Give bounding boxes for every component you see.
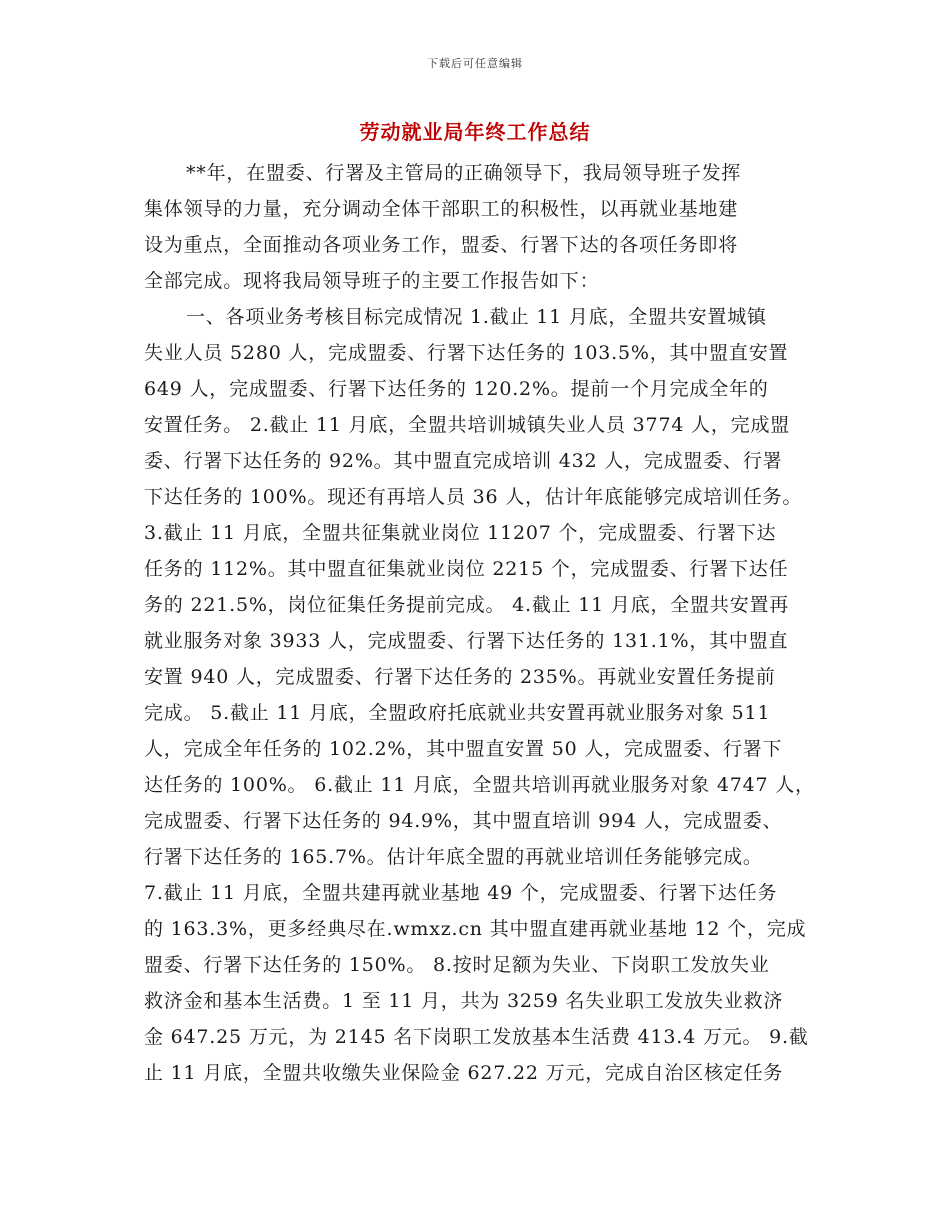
paragraph-line: 安置 940 人，完成盟委、行署下达任务的 235%。再就业安置任务提前 <box>144 666 776 688</box>
paragraph-line: 7.截止 11 月底，全盟共建再就业基地 49 个，完成盟委、行署下达任务 <box>144 882 778 904</box>
paragraph-line: 失业人员 5280 人，完成盟委、行署下达任务的 103.5%，其中盟直安置 <box>144 342 789 364</box>
paragraph-line: 委、行署下达任务的 92%。其中盟直完成培训 432 人，完成盟委、行署 <box>144 450 783 472</box>
document-title: 劳动就业局年终工作总结 <box>359 120 591 144</box>
paragraph-line: 一、各项业务考核目标完成情况 1.截止 11 月底，全盟共安置城镇 <box>186 306 767 328</box>
paragraph-line: 设为重点，全面推动各项业务工作，盟委、行署下达的各项任务即将 <box>144 234 739 256</box>
paragraph-line: 集体领导的力量，充分调动全体干部职工的积极性，以再就业基地建 <box>144 198 739 220</box>
paragraph-line: 完成盟委、行署下达任务的 94.9%，其中盟直培训 994 人，完成盟委、 <box>144 810 783 832</box>
paragraph-line: 全部完成。现将我局领导班子的主要工作报告如下： <box>144 270 600 292</box>
paragraph-line: 盟委、行署下达任务的 150%。 8.按时足额为失业、下岗职工发放失业 <box>144 954 770 976</box>
paragraph-line: 就业服务对象 3933 人，完成盟委、行署下达任务的 131.1%，其中盟直 <box>144 630 789 652</box>
paragraph-line: 下达任务的 100%。现还有再培人员 36 人，估计年底能够完成培训任务。 <box>144 486 803 508</box>
paragraph-line: 达任务的 100%。 6.截止 11 月底，全盟共培训再就业服务对象 4747 人， <box>144 774 815 796</box>
paragraph-line: 649 人，完成盟委、行署下达任务的 120.2%。提前一个月完成全年的 <box>144 378 769 400</box>
header-note: 下载后可任意编辑 <box>427 57 523 70</box>
paragraph-line: 完成。 5.截止 11 月底，全盟政府托底就业共安置再就业服务对象 511 <box>144 702 771 724</box>
paragraph-line: 行署下达任务的 165.7%。估计年底全盟的再就业培训任务能够完成。 <box>144 846 763 868</box>
paragraph-line: 务的 221.5%，岗位征集任务提前完成。 4.截止 11 月底，全盟共安置再 <box>144 594 790 616</box>
paragraph-line: 止 11 月底，全盟共收缴失业保险金 627.22 万元，完成自治区核定任务 <box>144 1062 784 1084</box>
paragraph-line: 3.截止 11 月底，全盟共征集就业岗位 11207 个，完成盟委、行署下达 <box>144 522 777 544</box>
paragraph-line: 安置任务。 2.截止 11 月底，全盟共培训城镇失业人员 3774 人，完成盟 <box>144 414 791 436</box>
paragraph-line: 金 647.25 万元，为 2145 名下岗职工发放基本生活费 413.4 万元。 9.截 <box>144 1026 809 1048</box>
paragraph-line: 人，完成全年任务的 102.2%，其中盟直安置 50 人，完成盟委、行署下 <box>144 738 783 760</box>
paragraph-line: **年，在盟委、行署及主管局的正确领导下，我局领导班子发挥 <box>186 162 742 184</box>
paragraph-line: 任务的 112%。其中盟直征集就业岗位 2215 个，完成盟委、行署下达任 <box>144 558 789 580</box>
paragraph-line: 的 163.3%，更多经典尽在.wmxz.cn 其中盟直建再就业基地 12 个，完成 <box>144 918 807 940</box>
paragraph-line: 救济金和基本生活费。1 至 11 月，共为 3259 名失业职工发放失业救济 <box>144 990 784 1012</box>
